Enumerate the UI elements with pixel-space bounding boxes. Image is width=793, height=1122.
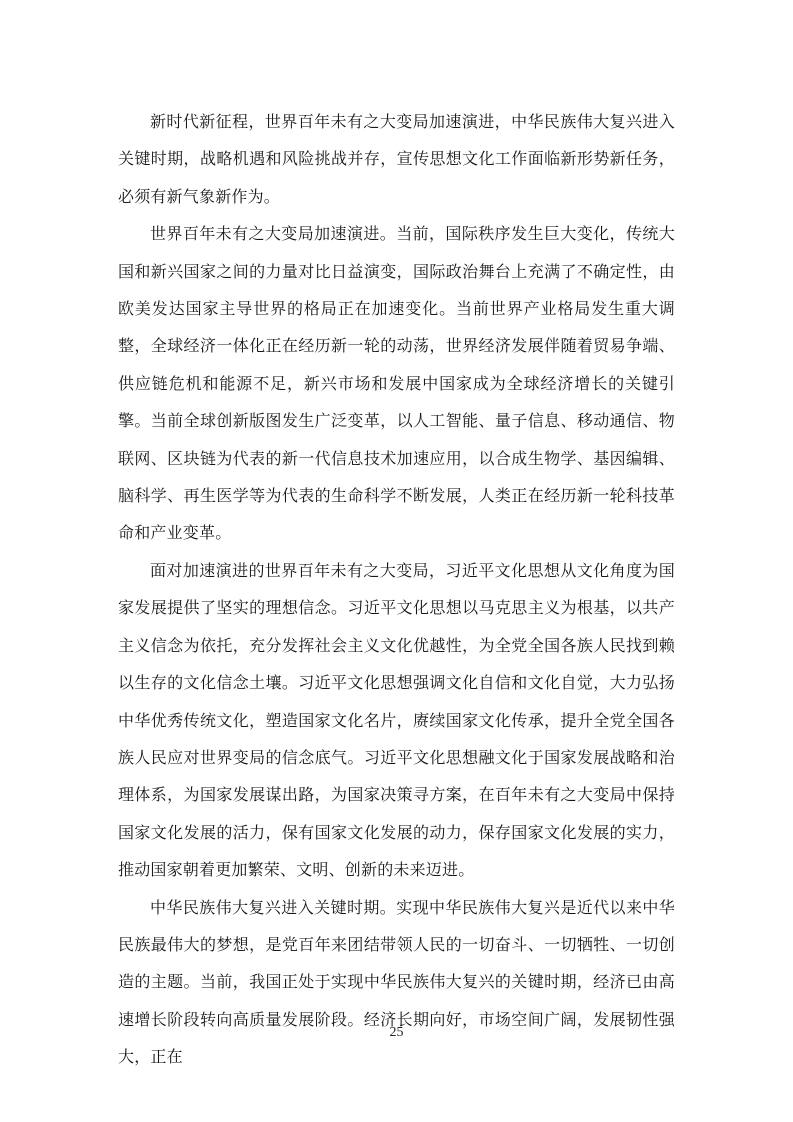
paragraph-4: 中华民族伟大复兴进入关键时期。实现中华民族伟大复兴是近代以来中华民族最伟大的梦想，是党百年来团结带领人民的一切奋斗、一切牺牲、一切创造的主题。当前，我国正处于实现中华民族伟大复兴的关键时期，经济已由高速增长阶段转向高质量发展阶段。经济长期向好，市场空间广阔，发展韧性强大，正在 — [118, 899, 675, 1067]
paragraph-3: 面对加速演进的世界百年未有之大变局，习近平文化思想从文化角度为国家发展提供了坚实的理想信念。习近平文化思想以马克思主义为根基，以共产主义信念为依托，充分发挥社会主义文化优越性，为全党全国各族人民找到赖以生存的文化信念土壤。习近平文化思想强调文化自信和文化自觉，大力弘扬中华优秀传统文化，塑造国家文化名片，赓续国家文化传承，提升全党全国各族人民应对世界变局的信念底气。习近平文化思想融文化于国家发展战略和治理体系，为国家发展谋出路，为国家决策寻方案，在百年未有之大变局中保持国家文化发展的活力，保有国家文化发展的动力，保存国家文化发展的实力，推动国家朝着更加繁荣、文明、创新的未来迈进。 — [118, 562, 675, 880]
text-block — [118, 104, 675, 1077]
paragraph-1: 新时代新征程，世界百年未有之大变局加速演进，中华民族伟大复兴进入关键时期，战略机遇和风险挑战并存，宣传思想文化工作面临新形势新任务，必须有新气象新作为。 — [118, 114, 675, 206]
paragraph-2: 世界百年未有之大变局加速演进。当前，国际秩序发生巨大变化，传统大国和新兴国家之间的力量对比日益演变，国际政治舞台上充满了不确定性，由欧美发达国家主导世界的格局正在加速变化。当前世界产业格局发生重大调整，全球经济一体化正在经历新一轮的动荡，世界经济发展伴随着贸易争端、供应链危机和能源不足，新兴市场和发展中国家成为全球经济增长的关键引擎。当前全球创新版图发生广泛变革，以人工智能、量子信息、移动通信、物联网、区块链为代表的新一代信息技术加速应用，以合成生物学、基因编辑、脑科学、再生医学等为代表的生命科学不断发展，人类正在经历新一轮科技革命和产业变革。 — [118, 226, 675, 543]
page-number: 25 — [389, 1025, 404, 1040]
